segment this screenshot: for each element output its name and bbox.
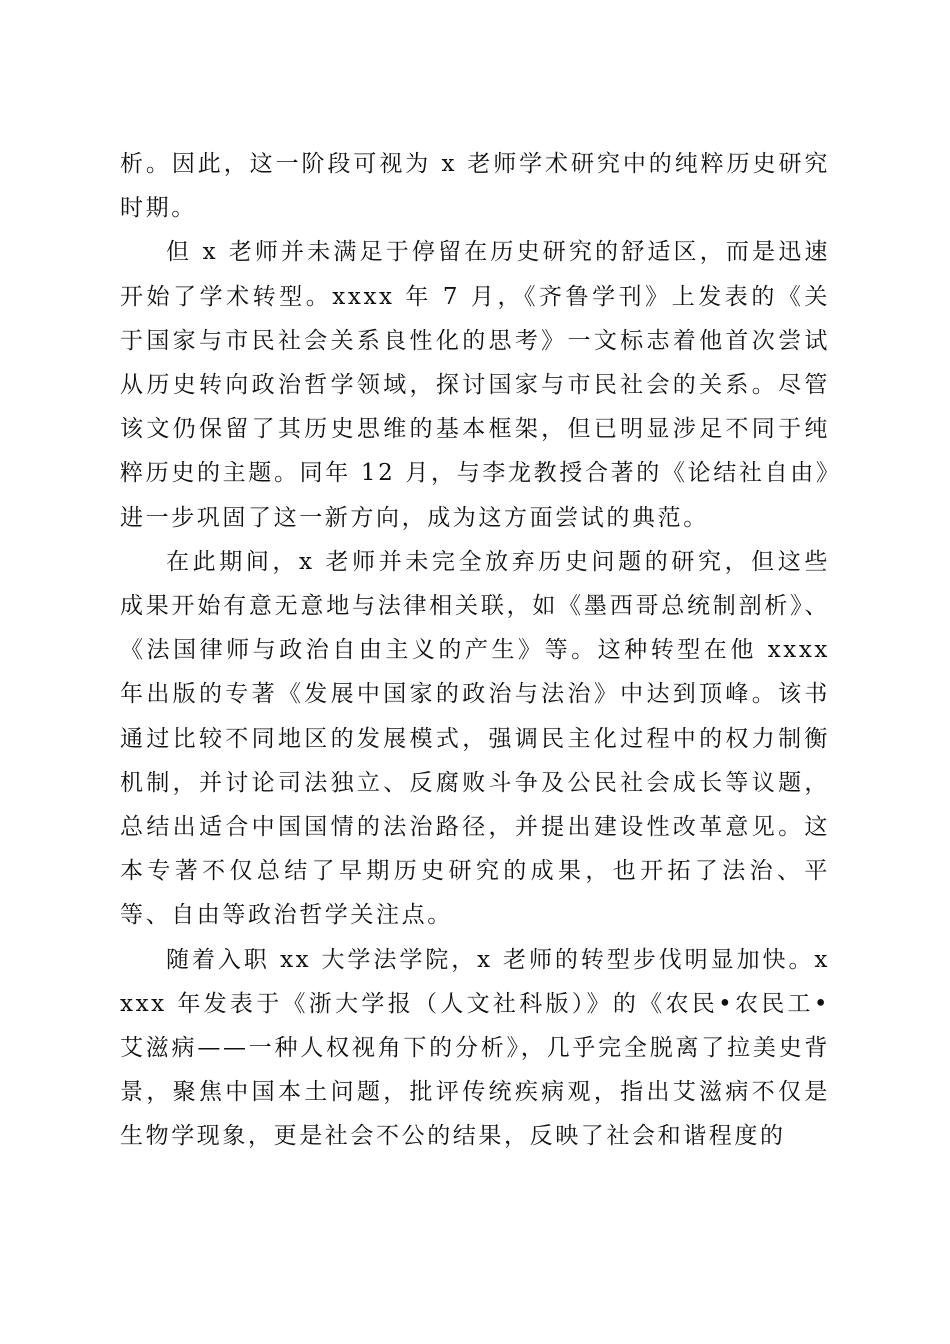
paragraph-3: 在此期间，x 老师并未完全放弃历史问题的研究，但这些成果开始有意无意地与法律相关联，如《墨西哥总统制剖析》、《法国律师与政治自由主义的产生》等。这种转型在他 xxxx 年出版的专著《发展中国家的政治与法治》中达到顶峰。该书通过比较不同地区的发展模式，强调民主化过程中的权力制衡机制，并讨论司法独立、反腐败斗争及公民社会成长等议题，总结出适合中国国情的法治路径，并提出建设性改革意见。这本专著不仅总结了早期历史研究的成果，也开拓了法治、平等、自由等政治哲学关注点。: [120, 548, 830, 929]
document-body: [120, 142, 830, 1159]
paragraph-4: 随着入职 xx 大学法学院，x 老师的转型步伐明显加快。xxxx 年发表于《浙大学报（人文社科版）》的《农民•农民工•艾滋病——一种人权视角下的分析》，几乎完全脱离了拉美史背景，聚焦中国本土问题，批评传统疾病观，指出艾滋病不仅是生物学现象，更是社会不公的结果，反映了社会和谐程度的: [120, 946, 830, 1150]
paragraph-1: 析。因此，这一阶段可视为 x 老师学术研究中的纯粹历史研究时期。: [120, 151, 830, 222]
paragraph-2: 但 x 老师并未满足于停留在历史研究的舒适区，而是迅速开始了学术转型。xxxx 年 7 月，《齐鲁学刊》上发表的《关于国家与市民社会关系良性化的思考》一文标志着他首次尝试从历史转向政治哲学领域，探讨国家与市民社会的关系。尽管该文仍保留了其历史思维的基本框架，但已明显涉足不同于纯粹历史的主题。同年 12 月，与李龙教授合著的《论结社自由》进一步巩固了这一新方向，成为这方面尝试的典范。: [120, 239, 830, 531]
